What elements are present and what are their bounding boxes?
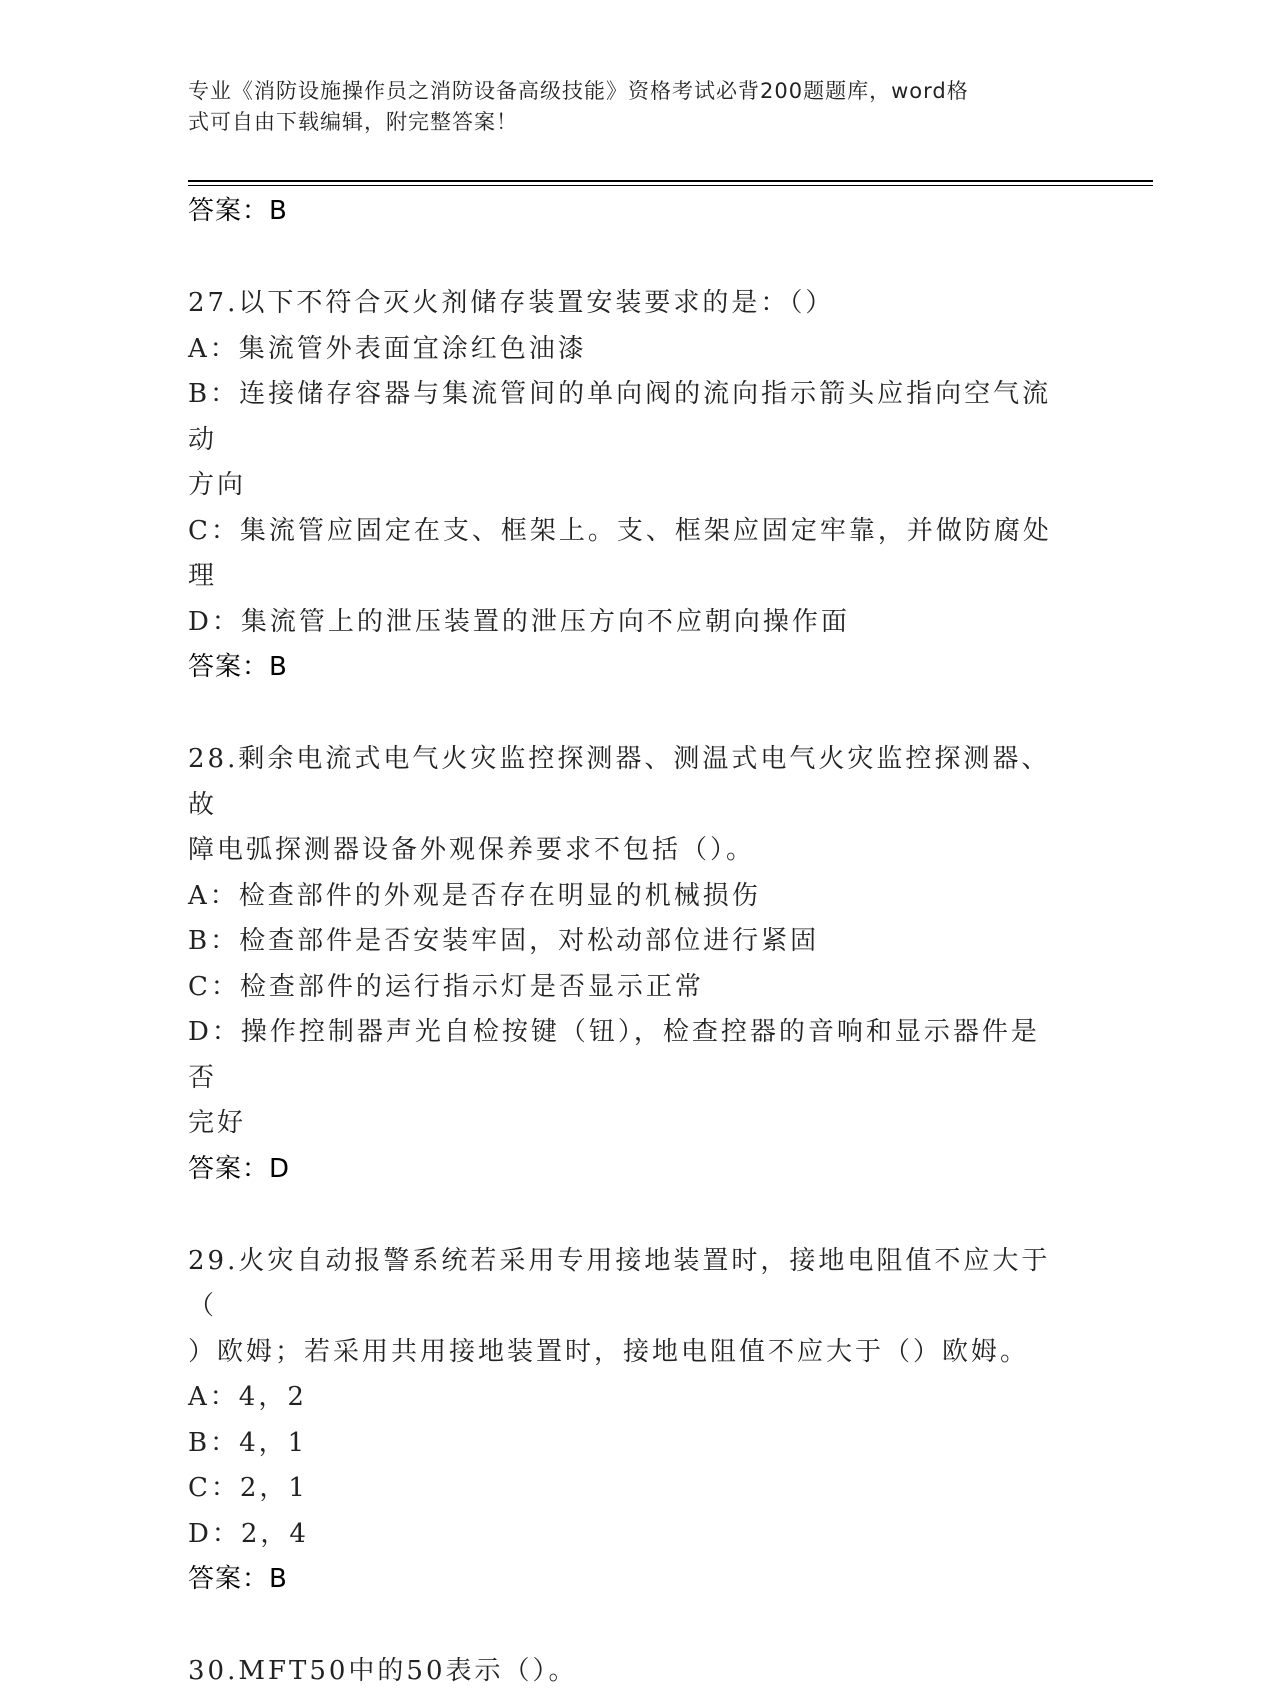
question-block [188, 737, 1068, 1192]
question-block [188, 1649, 1068, 1695]
question-text: 30.MFT50中的50表示（）。 [188, 1656, 578, 1686]
option-c: C：2，1 [188, 1473, 308, 1503]
header-line-1: 专业《消防设施操作员之消防设备高级技能》资格考试必背200题题库，word格 [188, 79, 969, 103]
document-body [188, 189, 1068, 1695]
answer-line: 答案：B [188, 652, 288, 682]
option-b: B：连接储存容器与集流管间的单向阀的流向指示箭头应指向空气流动 [188, 379, 1052, 455]
question-block [188, 1239, 1068, 1603]
option-a: A：4，2 [188, 1382, 307, 1412]
option-d: D：2，4 [188, 1518, 309, 1549]
header-rule-thick [188, 180, 1153, 182]
option-b: B：检查部件是否安装牢固，对松动部位进行紧固 [188, 926, 820, 956]
answer-line: 答案：D [188, 1153, 291, 1184]
question-text-continued: 障电弧探测器设备外观保养要求不包括（）。 [188, 835, 756, 865]
header-line-2: 式可自由下载编辑，附完整答案！ [188, 110, 518, 134]
option-a: A：检查部件的外观是否存在明显的机械损伤 [188, 880, 761, 911]
spacer [188, 1602, 1068, 1649]
option-d: D：集流管上的泄压装置的泄压方向不应朝向操作面 [188, 606, 850, 637]
option-c: C：集流管应固定在支、框架上。支、框架应固定牢靠，并做防腐处理 [188, 515, 1052, 591]
option-a: A：集流管外表面宜涂红色油漆 [188, 333, 587, 364]
option-b: B：4，1 [188, 1427, 308, 1458]
answer-line: 答案：B [188, 196, 288, 226]
page-header [188, 76, 1088, 138]
answer-line: 答案：B [188, 1564, 288, 1594]
option-b-continued: 方向 [188, 470, 247, 500]
spacer [188, 234, 1068, 281]
question-block [188, 281, 1068, 690]
question-text: 28.剩余电流式电气火灾监控探测器、测温式电气火灾监控探测器、故 [188, 744, 1051, 820]
option-c: C：检查部件的运行指示灯是否显示正常 [188, 971, 704, 1002]
spacer [188, 1192, 1068, 1239]
question-text: 27.以下不符合灭火剂储存装置安装要求的是：（） [188, 288, 835, 318]
option-d-continued: 完好 [188, 1108, 247, 1138]
spacer [188, 690, 1068, 737]
header-rule-thin [188, 185, 1153, 186]
question-text: 29.火灾自动报警系统若采用专用接地装置时，接地电阻值不应大于（ [188, 1245, 1051, 1321]
question-text-continued: ）欧姆；若采用共用接地装置时，接地电阻值不应大于（）欧姆。 [188, 1336, 1030, 1367]
option-d: D：操作控制器声光自检按键（钮），检查控器的音响和显示器件是否 [188, 1017, 1040, 1093]
